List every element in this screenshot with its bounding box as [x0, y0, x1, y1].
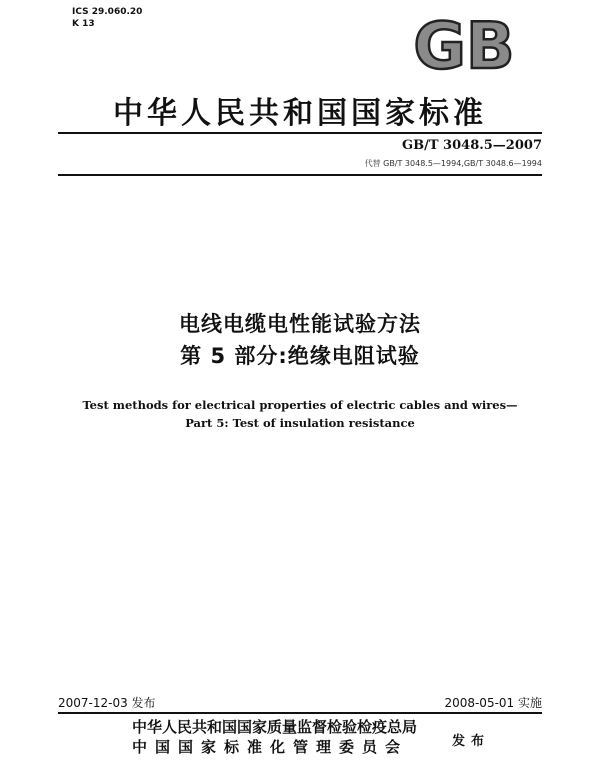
issuer-sac: 中国国家标准化管理委员会	[132, 738, 409, 756]
footer-divider	[58, 712, 542, 714]
english-title-line2: Part 5: Test of insulation resistance	[185, 416, 415, 430]
number-divider	[58, 174, 542, 176]
chinese-title-line1: 电线电缆电性能试验方法	[179, 312, 421, 336]
chinese-title-line2: 第 5 部分:绝缘电阻试验	[180, 344, 420, 368]
replaces-note: 代替 GB/T 3048.5—1994,GB/T 3048.6—1994	[364, 159, 542, 168]
standard-type-title: 中华人民共和国国家标准	[113, 96, 487, 131]
implementation-date: 2008-05-01 实施	[444, 696, 542, 710]
header-divider	[58, 132, 542, 134]
ics-code: ICS 29.060.20	[72, 7, 143, 17]
english-title-line1: Test methods for electrical properties of electric cables and wires—	[82, 398, 518, 412]
issuing-authorities	[132, 717, 417, 757]
issuer-aqsiq: 中华人民共和国国家质量监督检验检疫总局	[132, 718, 418, 736]
category-code: K 13	[72, 19, 95, 29]
publish-label: 发布	[452, 734, 491, 749]
gb-logo	[400, 16, 528, 74]
standard-number: GB/T 3048.5—2007	[402, 138, 542, 153]
gb-logo-text: GB	[413, 16, 515, 74]
issue-date: 2007-12-03 发布	[58, 696, 156, 710]
classification-codes	[72, 6, 142, 30]
